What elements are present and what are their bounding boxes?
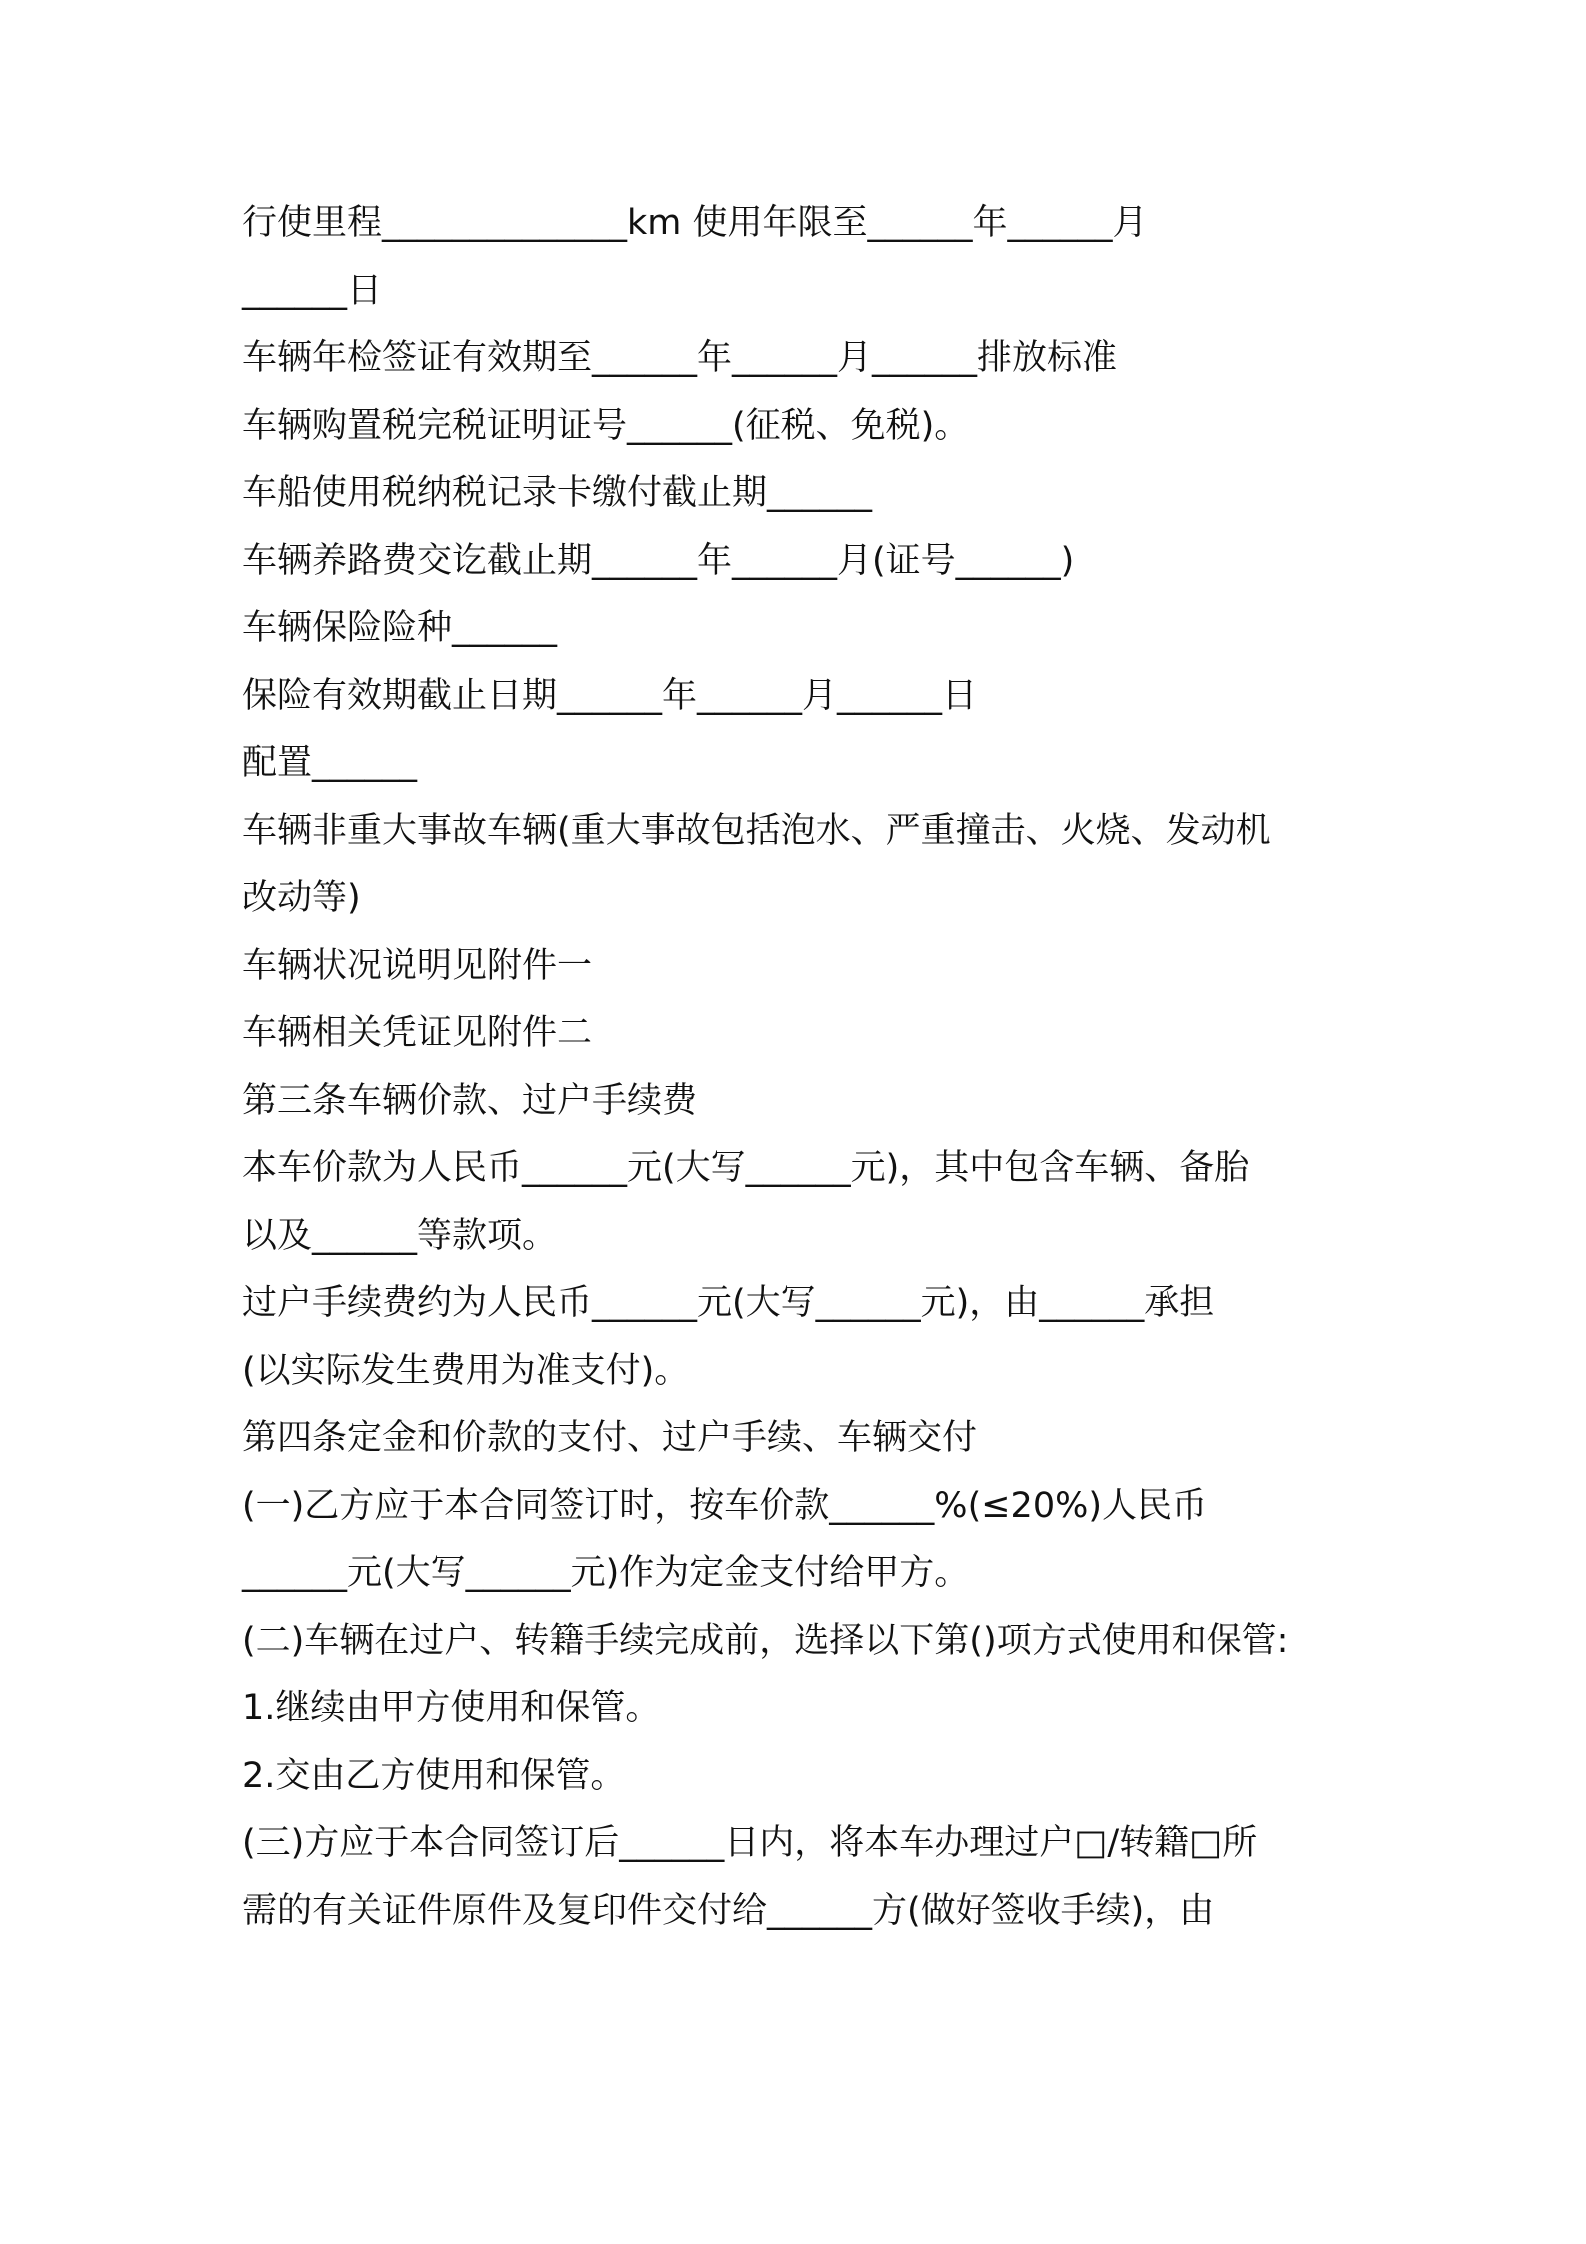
text-line: 保险有效期截止日期______年______月______日 — [242, 675, 978, 716]
text-line: (一)乙方应于本合同签订时，按车价款______%(≤20%)人民币 — [242, 1485, 1207, 1526]
text-line: 车船使用税纳税记录卡缴付截止期______ — [242, 473, 873, 513]
text-line: (以实际发生费用为准支付)。 — [242, 1350, 690, 1391]
text-line: 1.继续由甲方使用和保管。 — [242, 1688, 661, 1728]
text-line: 本车价款为人民币______元(大写______元)，其中包含车辆、备胎 — [242, 1148, 1250, 1188]
text-line: (二)车辆在过户、转籍手续完成前，选择以下第()项方式使用和保管: — [242, 1620, 1289, 1661]
text-line: 车辆状况说明见附件一 — [242, 945, 593, 986]
text-line: 车辆年检签证有效期至______年______月______排放标准 — [242, 338, 1118, 378]
text-line: 车辆保险险种______ — [242, 608, 558, 648]
section-heading: 第四条定金和价款的支付、过户手续、车辆交付 — [242, 1418, 978, 1458]
text-line: ______元(大写______元)作为定金支付给甲方。 — [242, 1553, 970, 1593]
text-line: 需的有关证件原件及复印件交付给______方(做好签收手续)，由 — [242, 1890, 1215, 1931]
text-line: 车辆相关凭证见附件二 — [242, 1013, 593, 1053]
text-line: 以及______等款项。 — [242, 1215, 558, 1256]
text-line: 车辆非重大事故车辆(重大事故包括泡水、严重撞击、火烧、发动机 — [242, 810, 1271, 851]
text-line: 车辆购置税完税证明证号______(征税、免税)。 — [242, 405, 970, 446]
text-line: 2.交由乙方使用和保管。 — [242, 1755, 626, 1796]
text-line: ______日 — [242, 270, 383, 311]
section-heading: 第三条车辆价款、过户手续费 — [242, 1080, 698, 1121]
text-line: 过户手续费约为人民币______元(大写______元)，由______承担 — [242, 1283, 1215, 1323]
text-line: (三)方应于本合同签订后______日内，将本车办理过户□/转籍□所 — [242, 1823, 1258, 1863]
text-line: 车辆养路费交讫截止期______年______月(证号______) — [242, 540, 1075, 581]
text-line: 配置______ — [242, 743, 418, 783]
text-line: 行使里程______________km 使用年限至______年______月 — [242, 203, 1148, 243]
text-line: 改动等) — [242, 878, 361, 918]
document-body — [242, 190, 1362, 1945]
